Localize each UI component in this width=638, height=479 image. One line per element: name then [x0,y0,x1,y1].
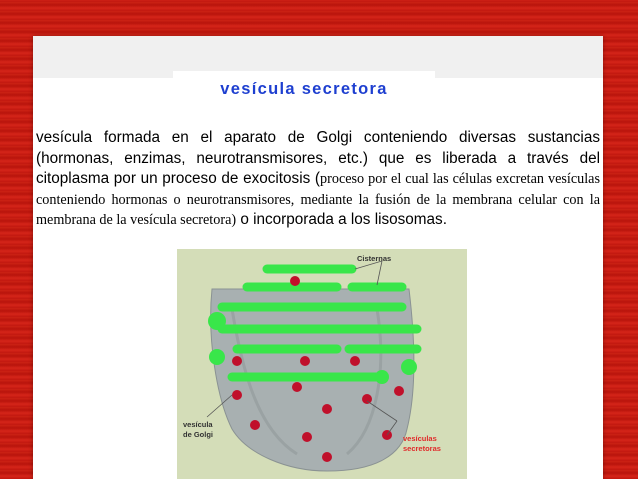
label-golgi-vesicle-1: vesícula [183,420,213,429]
title-box [173,71,435,109]
label-cisternae: Cisternas [357,254,392,263]
slide-title: vesícula secretora [220,80,388,98]
paragraph-part-1: vesícula formada en el aparato de Golgi conteniendo diversas sustancias (hormonas, enzimas, neurotransmisores, etc.) que es liberada a través del citoplasma por un proceso de exocitosis ( [36,129,600,187]
golgi-diagram [177,249,467,479]
body-paragraph [36,128,600,231]
label-secretory-2: secretoras [403,444,441,453]
paragraph-part-3: o incorporada a los lisosomas. [236,211,447,228]
label-secretory-1: vesículas [403,434,437,443]
paragraph-part-2: proceso por el cual las células excretan vesículas conteniendo hormonas o neurotransmisores, mediante la fusión de la membrana celular con la membrana de la vesícula secretora) [36,171,600,228]
golgi-figure [177,249,467,479]
slide [33,36,603,479]
label-golgi-vesicle-2: de Golgi [183,430,213,439]
